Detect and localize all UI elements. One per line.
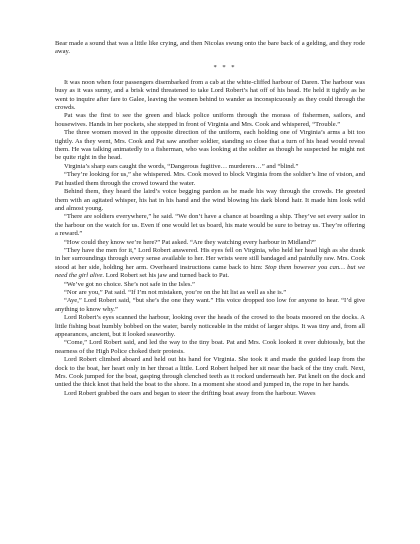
paragraph: “We’ve got no choice. She’s not safe in the Isles.” xyxy=(64,280,195,288)
paragraph: “They’re looking for us,” she whispered. Mrs. Cook moved to block Virginia from the soldier’s line of vision, and Pat hustled them through the crowd toward the water. xyxy=(55,171,365,187)
paragraph: “Nor are you,” Pat said. “If I’m not mistaken, you’re on the hit list as well as she is.” xyxy=(64,288,287,296)
page-body xyxy=(55,40,365,398)
paragraph: “How could they know we’re here?” Pat asked. “Are they watching every harbour in Midland?” xyxy=(64,238,316,246)
scene-break: * * * xyxy=(213,63,237,71)
paragraph: “Come,” Lord Robert said, and led the way to the tiny boat. Pat and Mrs. Cook looked it over dubiously, but the nearness of the High Police choked their protests. xyxy=(55,339,365,355)
paragraph: It was noon when four passengers disembarked from a cab at the white-cliffed harbour of Daren. The harbour was busy as it was sunny, and a brisk wind threatened to take Lord Robert’s hat off of his head. He held it tightly as he went to inquire after fare to Galee, leaving the women behind to wander as inconspicuously as they could through the crowds. xyxy=(55,78,365,112)
italic-quote: Stop them however you can… but we need the girl alive. xyxy=(55,263,366,280)
paragraph: Behind them, they heard the laird’s voice begging pardon as he made his way through the crowds. He greeted them with an agitated whisper, his hat in his hand and the wind blowing his dark blond hair. It made him look wild and almost young. xyxy=(55,188,365,212)
paragraph: “There are soldiers everywhere,” he said. “We don’t have a chance at boarding a ship. They’ve set every sailor in the harbour on the watch for us. Even if one would let us board, his mate would be sure to betray us. They’re offering a reward.” xyxy=(55,213,365,238)
paragraph: Lord Robert climbed aboard and held out his hand for Virginia. She took it and made the guided leap from the dock to the boat, her heart only in her throat a little. Lord Robert helped her sit near the back of the tiny craft. Next, Mrs. Cook jumped for the boat, gasping through clenched teeth as it rocked underneath her. Pat knelt on the dock and untied the thick knot that held the boat to the shore. In a moment she stood and jumped in, the rope in her hands. xyxy=(55,356,365,389)
paragraph: Pat was the first to see the green and black police uniform through the morass of fishermen, sailors, and housewives. Hands in her pockets, she stepped in front of Virginia and Mrs. Cook and whispered, “Trouble.” xyxy=(55,112,365,128)
paragraph-text: "They have the men for it," Lord Robert answered. His eyes fell on Virginia, who held her head high as she drank in her surroundings through every sense available to her. Her wrists were still bandaged and painfully raw. Mrs. Cook stood at her side, holding her arm. Overheard instructions came back to him: xyxy=(55,246,365,271)
paragraph: The three women moved in the opposite direction of the uniform, each holding one of Virginia’s arms a bit too tightly. As they went, Mrs. Cook and Pat saw another soldier, standing so close that a turn of his head would reveal them. He was talking animatedly to a fisherman, who was looking at the soldier as though he suspected he might not be quite right in the head. xyxy=(55,129,365,162)
paragraph: “Aye,” Lord Robert said, “but she’s the one they want.” His voice dropped too low for anyone to hear. “I’d give anything to know why.” xyxy=(55,297,365,313)
paragraph: Lord Robert’s eyes scanned the harbour, looking over the heads of the crowd to the boats moored on the docks. A little fishing boat humbly bobbed on the water, barely noticeable in the midst of larger ships. It was tiny and, from all appearances, ancient, but it looked seaworthy. xyxy=(55,314,365,338)
paragraph: Lord Robert grabbed the oars and began to steer the drifting boat away from the harbour. Waves xyxy=(64,389,316,397)
paragraph xyxy=(55,247,365,281)
paragraph-text: Lord Robert set his jaw and turned back to Pat. xyxy=(105,272,230,280)
paragraph: Bear made a sound that was a little like crying, and then Nicolas swung onto the bare back of a gelding, and they rode away. xyxy=(55,40,365,56)
paragraph: Virginia’s sharp ears caught the words, “Dangerous fugitive… murderers…” and “blind.” xyxy=(64,162,299,170)
